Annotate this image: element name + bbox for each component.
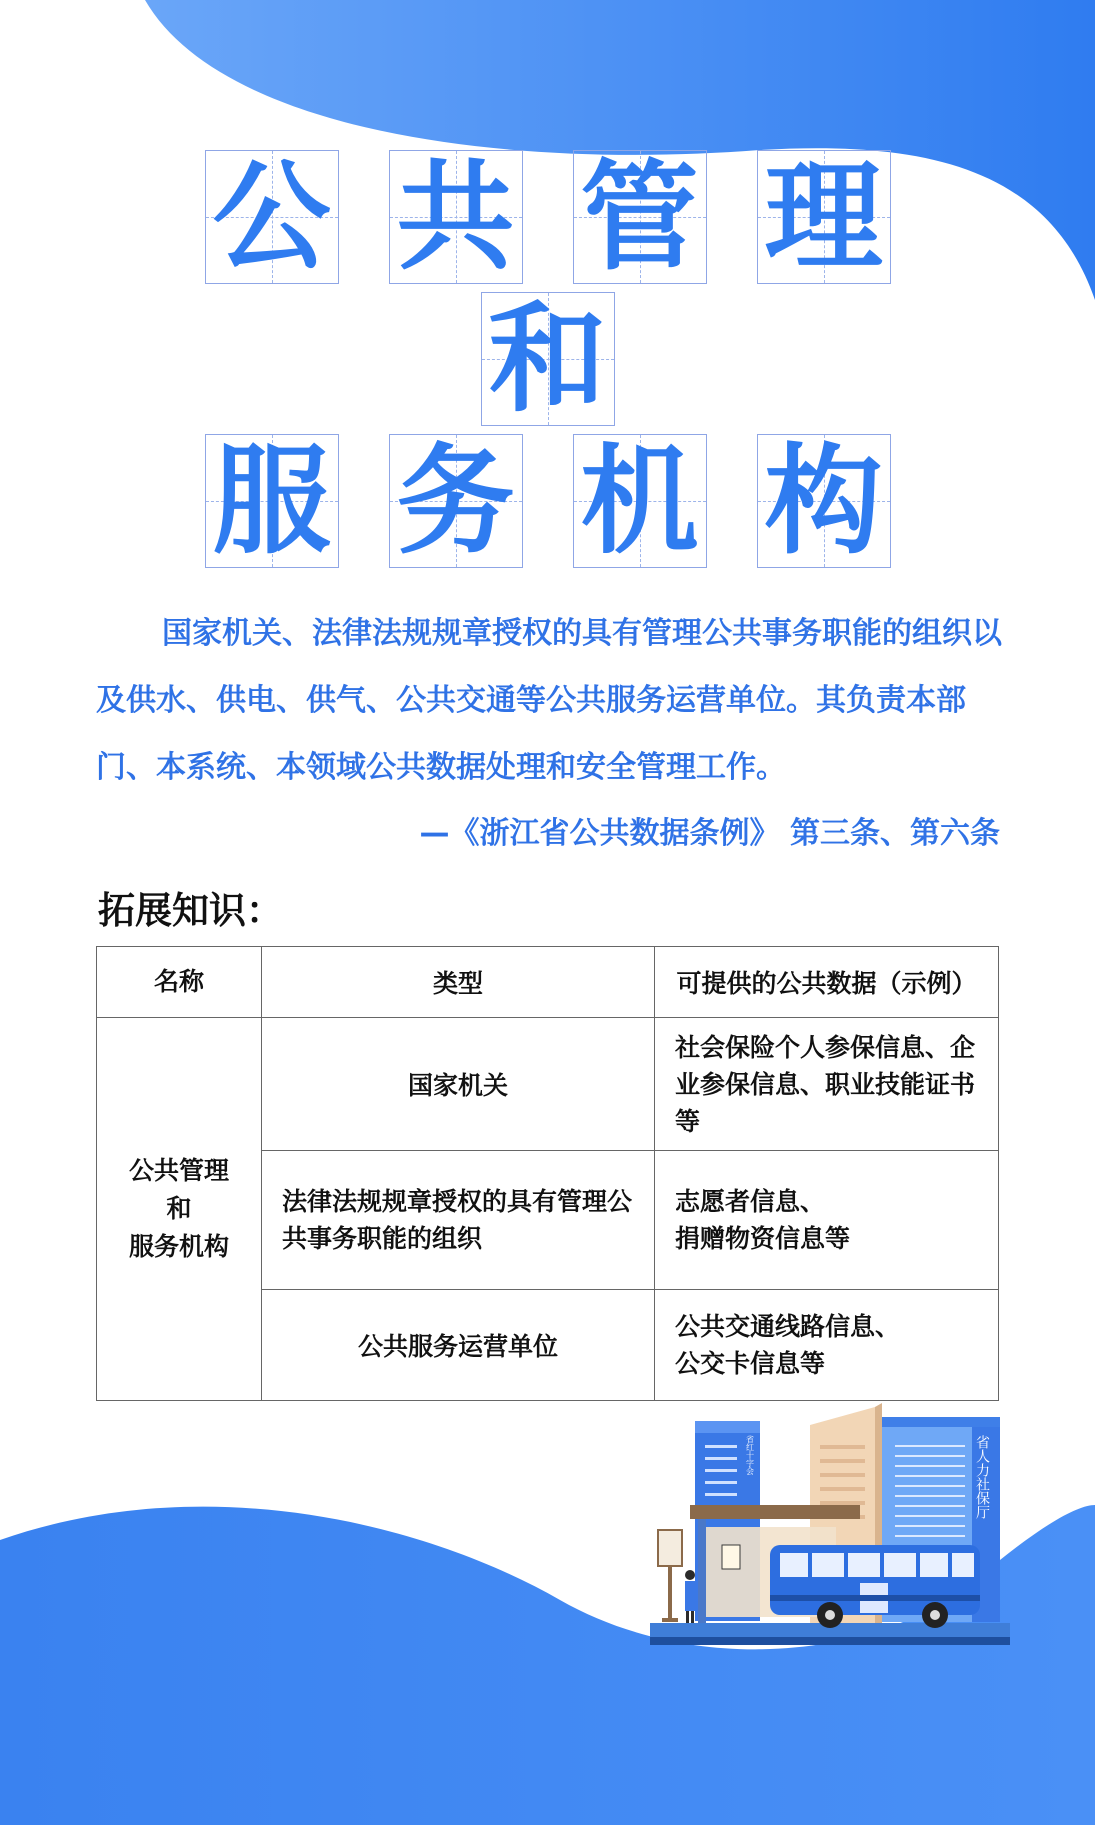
org-name-line: 服务机构 bbox=[128, 1232, 229, 1261]
title-char-tile bbox=[757, 431, 891, 570]
type-cell: 国家机关 bbox=[262, 1018, 655, 1151]
title-char: 共 bbox=[396, 147, 515, 286]
data-cell bbox=[655, 1151, 999, 1290]
title-char-tile bbox=[205, 147, 339, 286]
table-row bbox=[97, 1018, 999, 1151]
title-char-tile bbox=[205, 431, 339, 570]
title-char-tile bbox=[573, 147, 707, 286]
title-char: 和 bbox=[488, 289, 607, 428]
road-edge bbox=[650, 1637, 1010, 1645]
title-char-tile bbox=[757, 147, 891, 286]
source-citation: —《浙江省公共数据条例》 第三条、第六条 bbox=[419, 816, 1000, 851]
title-row-1 bbox=[0, 147, 1095, 286]
title-char: 构 bbox=[764, 431, 883, 570]
org-name-line: 和 bbox=[166, 1194, 192, 1223]
hrss-sign: 省人力社保厅 bbox=[974, 1435, 990, 1519]
definition-paragraph: 国家机关、法律法规规章授权的具有管理公共事务职能的组织以及供水、供电、供气、公共交通等公共服务运营单位。其负责本部门、本系统、本领域公共数据处理和安全管理工作。 bbox=[96, 616, 1002, 785]
title-row-3 bbox=[0, 431, 1095, 570]
header-type: 类型 bbox=[262, 947, 655, 1018]
title-char: 务 bbox=[396, 431, 515, 570]
org-name-line: 公共管理 bbox=[128, 1156, 229, 1185]
extension-heading: 拓展知识： bbox=[98, 889, 283, 932]
waiting-person bbox=[685, 1570, 695, 1623]
title-char: 服 bbox=[212, 431, 331, 570]
data-line: 公交卡信息等 bbox=[675, 1349, 826, 1378]
type-cell: 法律法规规章授权的具有管理公共事务职能的组织 bbox=[262, 1151, 655, 1290]
title-char: 理 bbox=[764, 147, 883, 286]
title-char: 管 bbox=[580, 147, 699, 286]
title-char-tile bbox=[481, 289, 615, 428]
title-char: 公 bbox=[212, 147, 331, 286]
data-cell bbox=[655, 1290, 999, 1401]
bus-stop-sign bbox=[658, 1530, 682, 1622]
org-name-cell bbox=[97, 1018, 262, 1401]
title-char-tile bbox=[389, 147, 523, 286]
title-char-tile bbox=[389, 431, 523, 570]
city-bus-illustration bbox=[650, 1395, 1010, 1655]
type-cell: 公共服务运营单位 bbox=[262, 1290, 655, 1401]
title-char: 机 bbox=[580, 431, 699, 570]
header-name: 名称 bbox=[97, 947, 262, 1018]
red-cross-sign: 省红十字会 bbox=[745, 1435, 755, 1475]
table-header-row bbox=[97, 947, 999, 1018]
knowledge-table bbox=[96, 946, 999, 1401]
title-row-2 bbox=[0, 289, 1095, 428]
data-line: 捐赠物资信息等 bbox=[675, 1224, 851, 1253]
data-line: 公共交通线路信息、 bbox=[675, 1312, 901, 1341]
data-line: 志愿者信息、 bbox=[675, 1187, 826, 1216]
data-cell: 社会保险个人参保信息、企业参保信息、职业技能证书等 bbox=[655, 1018, 999, 1151]
title-char-tile bbox=[573, 431, 707, 570]
header-data: 可提供的公共数据（示例） bbox=[655, 947, 999, 1018]
